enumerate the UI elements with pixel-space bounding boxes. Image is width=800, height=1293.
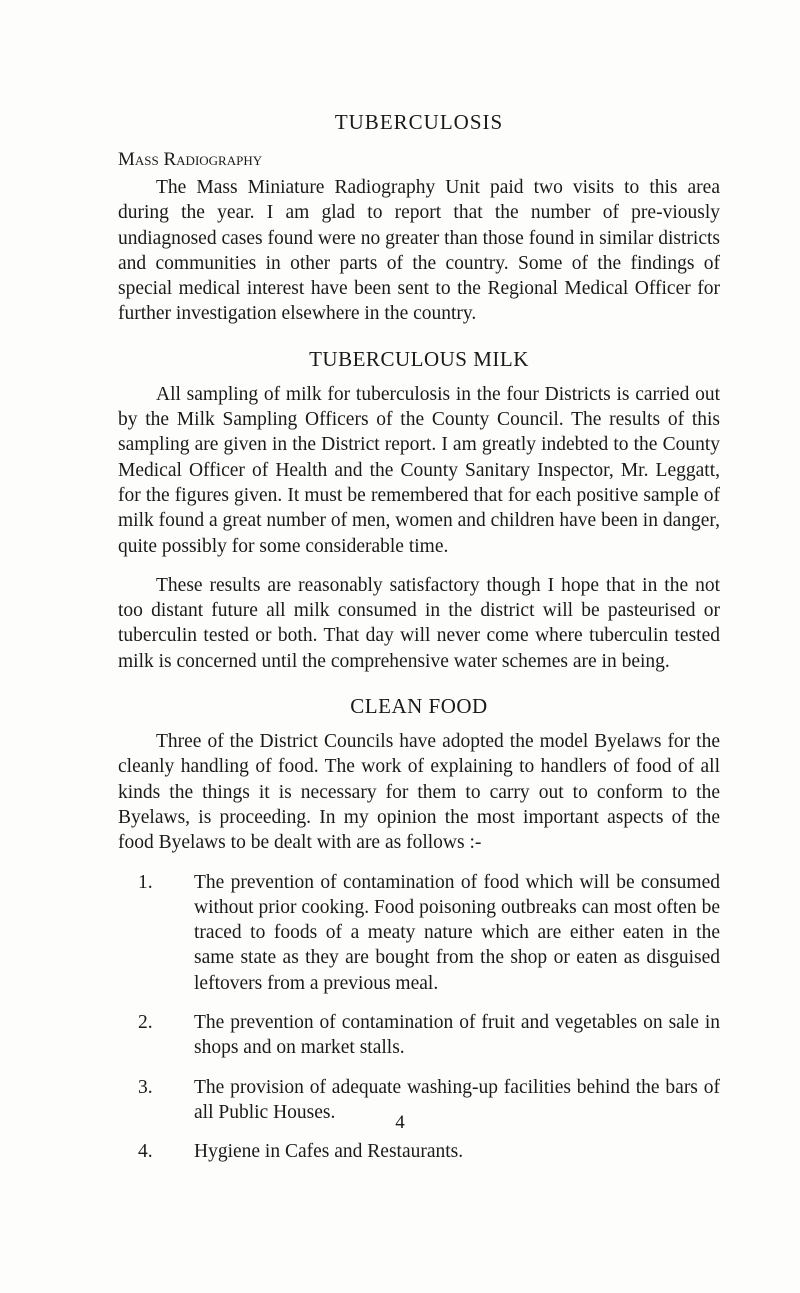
mass-radiography-section — [118, 149, 720, 327]
page-title: TUBERCULOSIS — [334, 110, 504, 134]
tuberculous-milk-paragraph-2: These results are reasonably satisfactory though I hope that in the not too distant future all milk consumed in the district will be pasteurised or tuberculin tested or both. That day will never come where tuberculin tested milk is concerned until the comprehensive water schemes are in being. — [118, 574, 720, 672]
mass-radiography-heading: Mass Radiography — [118, 149, 263, 170]
clean-food-section — [118, 694, 720, 1164]
list-item-text: The prevention of contamination of fruit and vegetables on sale in shops and on market stalls. — [194, 1012, 720, 1059]
page-number: 4 — [395, 1112, 405, 1133]
list-item-number: 1. — [138, 871, 153, 893]
clean-food-paragraph: Three of the District Councils have adopted the model Byelaws for the cleanly handling of food. The work of explaining to handlers of food of all kinds the things it is necessary for them to carry out to conform to the Byelaws, is proceeding. In my opinion the most important aspects of the food Byelaws to be dealt with are as follows :- — [118, 731, 720, 854]
list-item — [118, 1010, 720, 1061]
list-item-number: 2. — [138, 1012, 153, 1034]
list-item-number: 3. — [138, 1076, 153, 1098]
clean-food-heading: CLEAN FOOD — [350, 694, 488, 719]
list-item-text: Hygiene in Cafes and Restaurants. — [194, 1141, 464, 1163]
tuberculous-milk-paragraph-1: All sampling of milk for tuberculosis in the four Districts is carried out by the Milk Sampling Officers of the County Council. The results of this sampling are given in the District report. I am greatly indebted to the County Medical Officer of Health and the County Sanitary Inspector, Mr. Leggatt, for the figures given. It must be remembered that for each positive sample of milk found a great number of men, women and children have been in danger, quite possibly for some considerable time. — [118, 383, 720, 557]
tuberculous-milk-section — [118, 347, 720, 674]
list-item-number: 4. — [138, 1141, 153, 1163]
tuberculous-milk-heading: TUBERCULOUS MILK — [309, 346, 529, 371]
list-item — [118, 870, 720, 996]
document-page — [118, 110, 720, 1179]
list-item — [118, 1139, 720, 1164]
list-item-text: The provision of adequate washing-up facilities behind the bars of all Public Houses. — [194, 1076, 720, 1123]
list-item-text: The prevention of contamination of food which will be consumed without prior cooking. Food poisoning outbreaks can most often be traced to foods of a meaty nature which are either eaten in the same state as they are bought from the shop or eaten as disguised leftovers from a previous meal. — [194, 871, 720, 994]
mass-radiography-paragraph: The Mass Miniature Radiography Unit paid two visits to this area during the year. I am glad to report that the number of pre-viously undiagnosed cases found were no greater than those found in similar districts and communities in other parts of the country. Some of the findings of special medical interest have been sent to the Regional Medical Officer for further investigation elsewhere in the country. — [118, 177, 720, 325]
